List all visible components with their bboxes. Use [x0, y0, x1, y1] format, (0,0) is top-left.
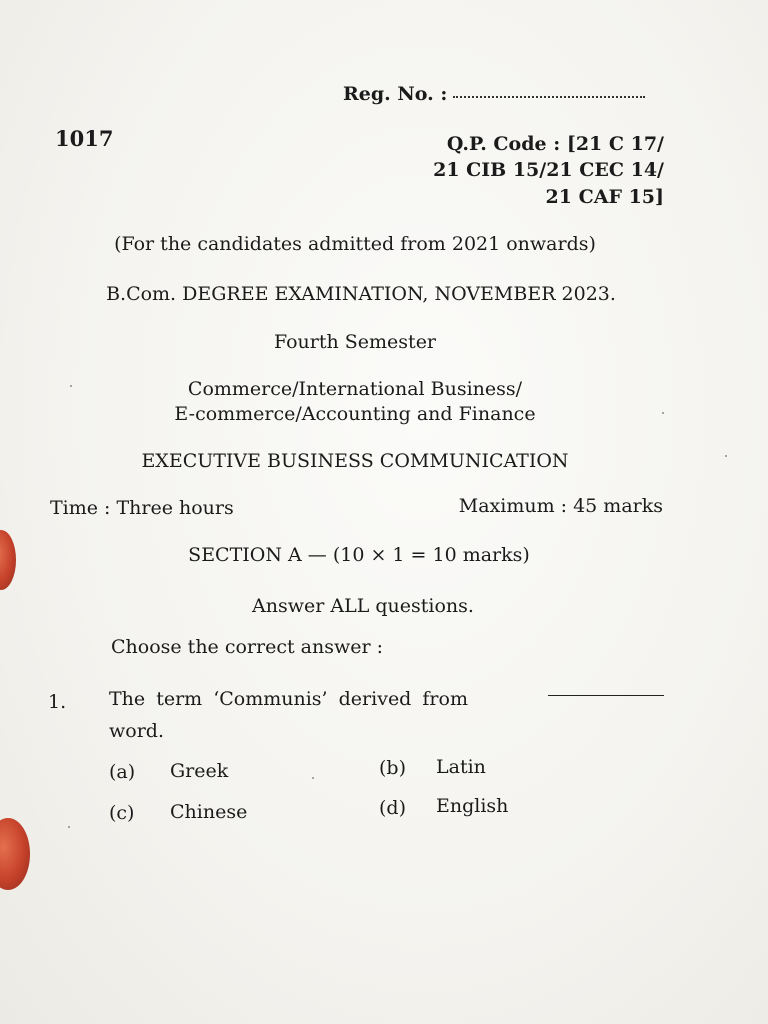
- paper-number: 1017: [55, 126, 114, 151]
- paper-speck: [662, 412, 664, 414]
- max-marks: Maximum : 45 marks: [458, 495, 663, 517]
- reg-no-field: [343, 82, 645, 106]
- option-label-a: (a): [109, 761, 136, 783]
- paper-speck: [68, 826, 70, 828]
- qp-code-line3: 21 CAF 15]: [545, 186, 664, 208]
- streams-line1: Commerce/International Business/: [187, 378, 523, 400]
- reg-no-label: Reg. No. :: [343, 83, 448, 105]
- subject-title: EXECUTIVE BUSINESS COMMUNICATION: [141, 450, 569, 472]
- section-instruction: Answer ALL questions.: [252, 595, 474, 617]
- qp-code-line2: 21 CIB 15/21 CEC 14/: [433, 159, 664, 181]
- semester: Fourth Semester: [273, 331, 437, 353]
- option-text-a: Greek: [170, 760, 229, 782]
- paper-speck: [312, 777, 314, 779]
- exam-time: Time : Three hours: [50, 497, 234, 519]
- option-text-d: English: [436, 795, 509, 817]
- degree-title: B.Com. DEGREE EXAMINATION, NOVEMBER 2023.: [106, 283, 616, 305]
- fingertip-lower: [0, 818, 30, 890]
- fingertip-upper: [0, 530, 16, 590]
- sub-instruction: Choose the correct answer :: [111, 636, 383, 658]
- qp-code-line1: Q.P. Code : [21 C 17/: [446, 133, 664, 155]
- admission-note: (For the candidates admitted from 2021 onwards): [114, 233, 596, 255]
- question-text-continued: word.: [109, 720, 164, 742]
- paper-speck: [725, 455, 727, 457]
- section-title: SECTION A — (10 × 1 = 10 marks): [188, 544, 530, 566]
- question-number: 1.: [48, 691, 67, 713]
- option-label-c: (c): [109, 802, 135, 824]
- option-label-b: (b): [379, 757, 406, 779]
- option-text-b: Latin: [436, 756, 486, 778]
- streams-line2: E-commerce/Accounting and Finance: [174, 403, 536, 425]
- option-text-c: Chinese: [170, 801, 248, 823]
- paper-speck: [70, 385, 72, 387]
- option-label-d: (d): [379, 797, 406, 819]
- reg-no-blank: [453, 96, 645, 98]
- question-text: The term ‘Communis’ derived from: [109, 688, 468, 710]
- answer-blank: [548, 695, 664, 696]
